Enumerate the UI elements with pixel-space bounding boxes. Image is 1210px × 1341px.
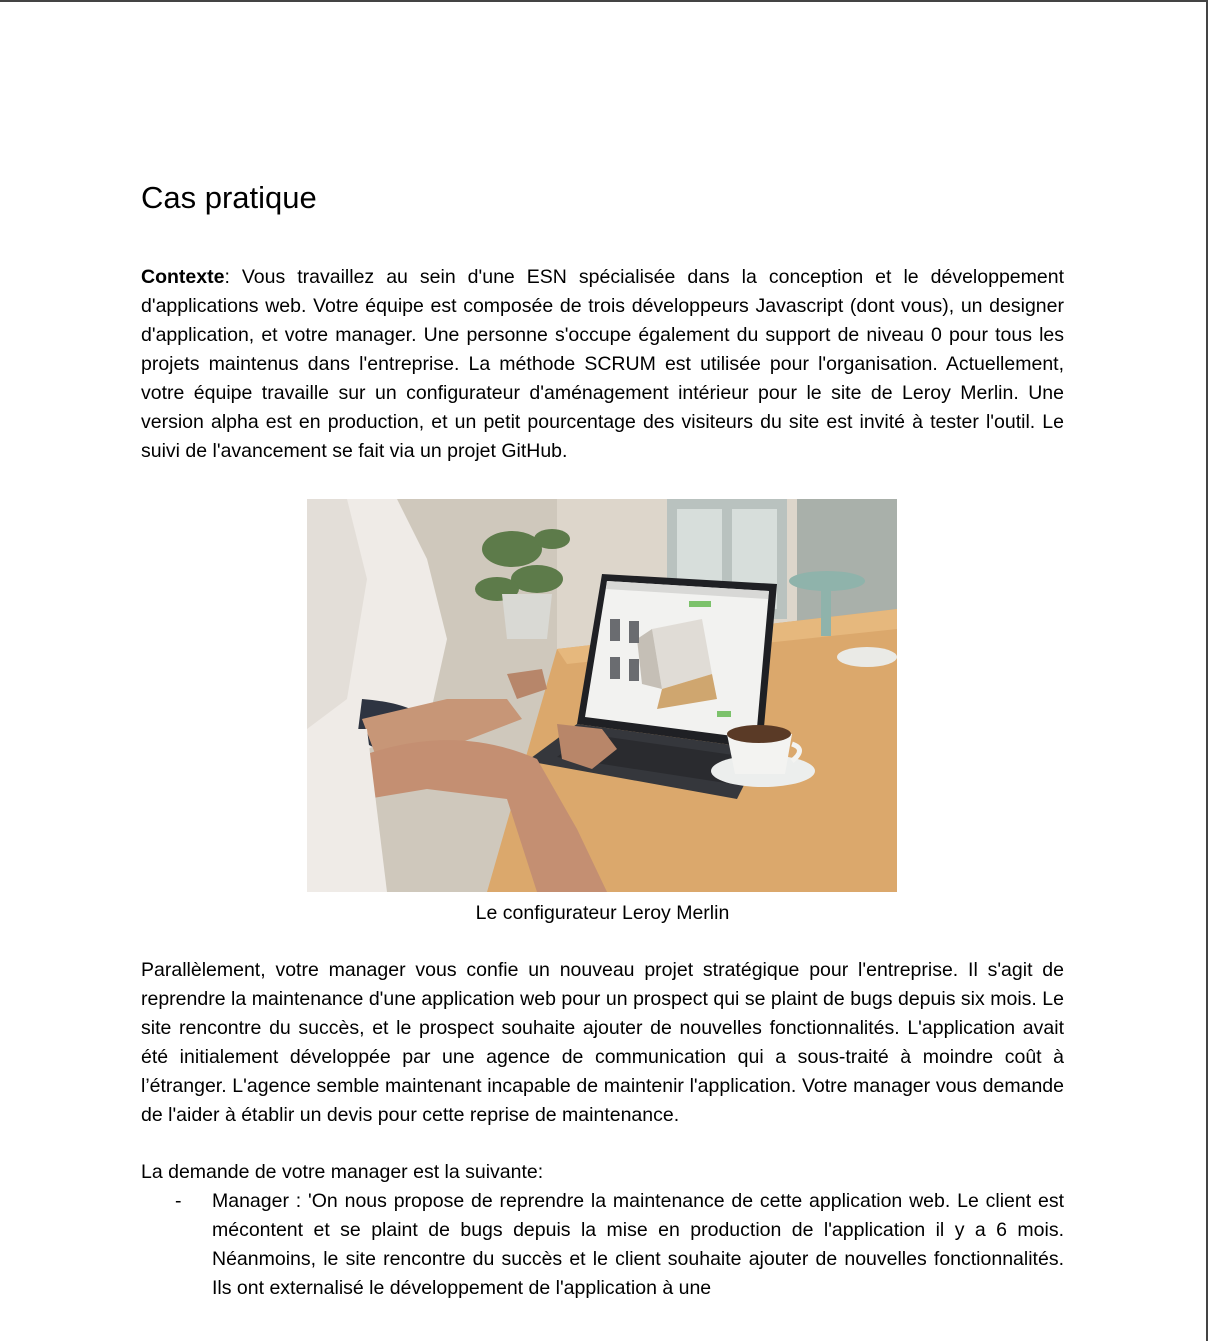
figure-caption: Le configurateur Leroy Merlin [475, 902, 730, 924]
context-text: : Vous travaillez au sein d'une ESN spécialisée dans la conception et le développement d'applications web. Votre équipe est composée de trois développeurs Javascript (dont vous), un designer d'application, et votre manager. Une personne s'occupe également du support de niveau 0 pour tous les projets maintenus dans l'entreprise. La méthode SCRUM est utilisée pour l'organisation. Actuellement, votre équipe travaille sur un configurateur d'aménagement intérieur pour le site de Leroy Merlin. Une version alpha est en production, et un petit pourcentage des visiteurs du site est invité à tester l'outil. Le suivi de l'avancement se fait via un projet GitHub. [141, 266, 1064, 462]
context-label: Contexte [141, 266, 225, 288]
figure [141, 499, 1064, 928]
request-list [141, 1187, 1064, 1303]
document-body [141, 178, 1064, 1303]
project-paragraph: Parallèlement, votre manager vous confie un nouveau projet stratégique pour l'entreprise. Il s'agit de reprendre la maintenance d'une application web pour un prospect qui se plaint de bugs depuis six mois. Le site rencontre du succès, et le prospect souhaite ajouter de nouvelles fonctionnalités. L'application avait été initialement développée par une agence de communication qui a sous-traité à moindre coût à l’étranger. L'agence semble maintenant incapable de maintenir l'application. Votre manager vous demande de l'aider à établir un devis pour cette reprise de maintenance. [141, 959, 1064, 1126]
context-paragraph [141, 263, 1064, 466]
list-item [141, 1187, 1064, 1303]
request-lead: La demande de votre manager est la suivante: [141, 1161, 544, 1183]
configurator-photo [307, 499, 897, 892]
dash-bullet: - [175, 1190, 182, 1212]
page-title: Cas pratique [141, 180, 317, 215]
list-item-text: Manager : 'On nous propose de reprendre la maintenance de cette application web. Le client est mécontent et se plaint de bugs depuis la mise en production de l'application il y a 6 mois. Néanmoins, le site rencontre du succès et le client souhaite ajouter de nouvelles fonctionnalités. Ils ont externalisé le développement de l'application à une [212, 1190, 1064, 1299]
